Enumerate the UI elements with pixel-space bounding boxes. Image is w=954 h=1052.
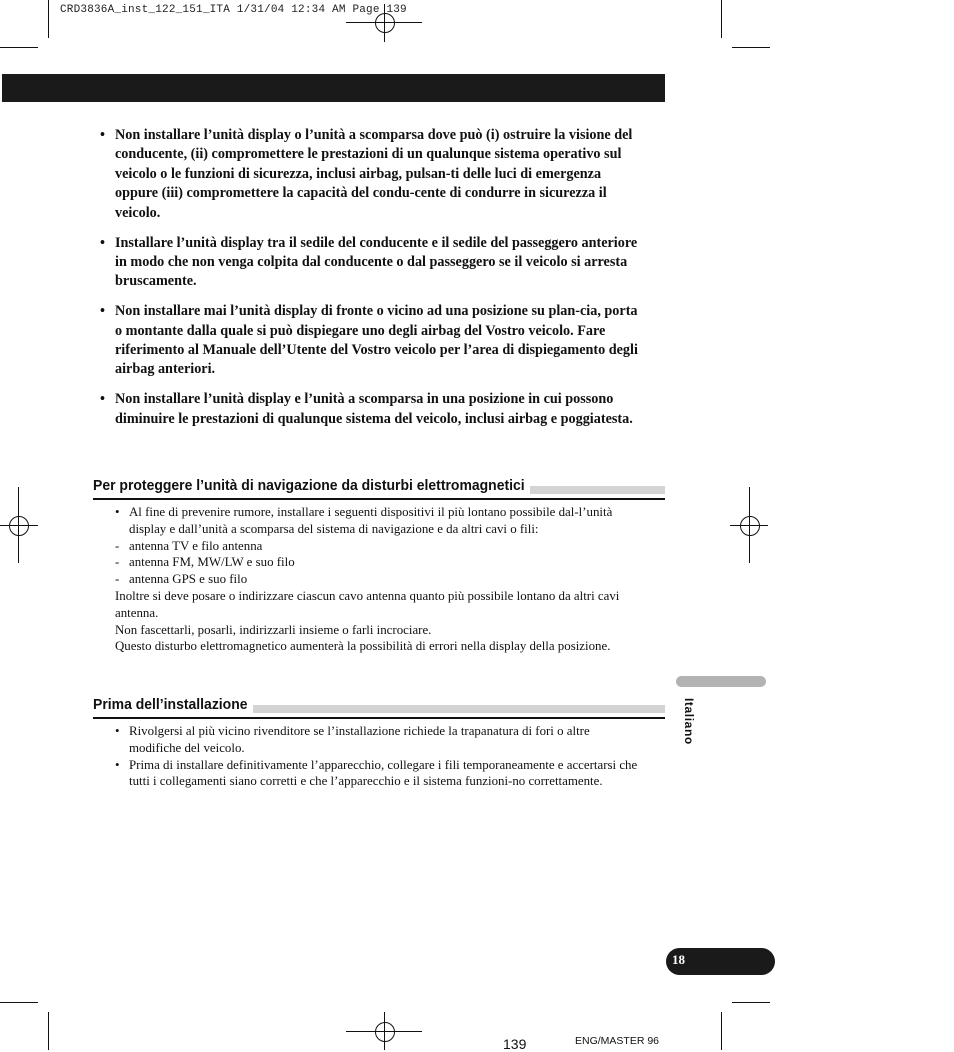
crop-mark bbox=[0, 47, 38, 48]
prep-bullet: • Rivolgersi al più vicino rivenditore se l’installazione richiede la trapanatura di fori o altre modifiche del veicolo. bbox=[115, 723, 645, 757]
registration-mark bbox=[375, 1022, 395, 1042]
emi-list-item: - antenna GPS e suo filo bbox=[115, 571, 645, 588]
emi-paragraph: Non fascettarli, posarli, indirizzarli insieme o farli incrociare. bbox=[115, 622, 432, 637]
section-heading-prep bbox=[93, 695, 665, 719]
crop-mark bbox=[48, 1012, 49, 1050]
section-title: Per proteggere l’unità di navigazione da disturbi elettromagnetici bbox=[93, 476, 530, 496]
crop-mark bbox=[721, 0, 722, 38]
section-heading-emi bbox=[93, 476, 665, 500]
warning-item: • Installare l’unità display tra il sedile del conducente e il sedile del passeggero anteriore in modo che non venga colpita dal conducente o dal passeggero se il veicolo si arresta bruscamente. bbox=[100, 234, 645, 292]
header-bar bbox=[2, 74, 665, 102]
emi-paragraph: Questo disturbo elettromagnetico aumenterà la possibilità di errori nella display della posizione. bbox=[115, 639, 611, 654]
registration-mark bbox=[740, 516, 760, 536]
registration-mark bbox=[384, 4, 385, 42]
prep-bullet: • Prima di installare definitivamente l’apparecchio, collegare i fili temporaneamente e accertarsi che tutti i collegamenti siano corretti e che l’apparecchio e il sistema funzioni-no correttamente. bbox=[115, 757, 645, 791]
section-page-number: 18 bbox=[672, 952, 685, 967]
registration-mark bbox=[0, 525, 38, 526]
warning-item: • Non installare l’unità display e l’unità a scomparsa in una posizione in cui possono diminuire le prestazioni di qualunque sistema del veicolo, inclusi airbag e poggiatesta. bbox=[100, 390, 645, 429]
emi-bullet: • Al fine di prevenire rumore, installare i seguenti dispositivi il più lontano possibile dal-l’unità display e dall’unità a scomparsa del sistema di navigazione e da altri cavi o fili: bbox=[115, 504, 645, 538]
language-tab-bar bbox=[676, 676, 766, 687]
registration-mark bbox=[375, 13, 395, 33]
crop-mark bbox=[721, 1012, 722, 1050]
emi-list-item: - antenna FM, MW/LW e suo filo bbox=[115, 554, 645, 571]
language-tab-label: Italiano bbox=[682, 698, 696, 745]
emi-paragraph: Inoltre si deve posare o indirizzare ciascun cavo antenna quanto più possibile lontano da altri cavi antenna. bbox=[115, 588, 620, 620]
crop-mark bbox=[0, 1002, 38, 1003]
registration-mark bbox=[749, 487, 750, 563]
section-page-badge bbox=[666, 948, 775, 975]
print-slug: CRD3836A_inst_122_151_ITA 1/31/04 12:34 AM Page 139 bbox=[60, 4, 407, 16]
heading-rule bbox=[93, 717, 665, 719]
registration-mark bbox=[9, 516, 29, 536]
emi-body bbox=[115, 504, 645, 655]
registration-mark bbox=[384, 1012, 385, 1050]
warning-item: • Non installare mai l’unità display di fronte o vicino ad una posizione su plan-cia, porta o montante dalla quale si può dispiegare uno degli airbag del Vostro veicolo. Fare riferimento al Manuale dell’Utente del Vostro veicolo per l’area di dispiegamento degli airbag anteriori. bbox=[100, 302, 645, 380]
crop-mark bbox=[732, 47, 770, 48]
prep-body bbox=[115, 723, 645, 790]
heading-rule bbox=[93, 498, 665, 500]
registration-mark bbox=[18, 487, 19, 563]
section-title: Prima dell’installazione bbox=[93, 695, 253, 715]
warning-list bbox=[100, 126, 645, 440]
warning-item: • Non installare l’unità display o l’unità a scomparsa dove può (i) ostruire la visione del conducente, (ii) compromettere le prestazioni di un qualunque sistema operativo sul veicolo o le funzioni di sicurezza, inclusi airbag, pulsan-ti delle luci di emergenza oppure (iii) compromettere la capacità del condu-cente di condurre in sicurezza il veicolo. bbox=[100, 126, 645, 223]
page-number: 139 bbox=[503, 1036, 527, 1052]
footer-code: ENG/MASTER 96 bbox=[575, 1035, 660, 1047]
crop-mark bbox=[732, 1002, 770, 1003]
crop-mark bbox=[48, 0, 49, 38]
emi-list-item: - antenna TV e filo antenna bbox=[115, 538, 645, 555]
